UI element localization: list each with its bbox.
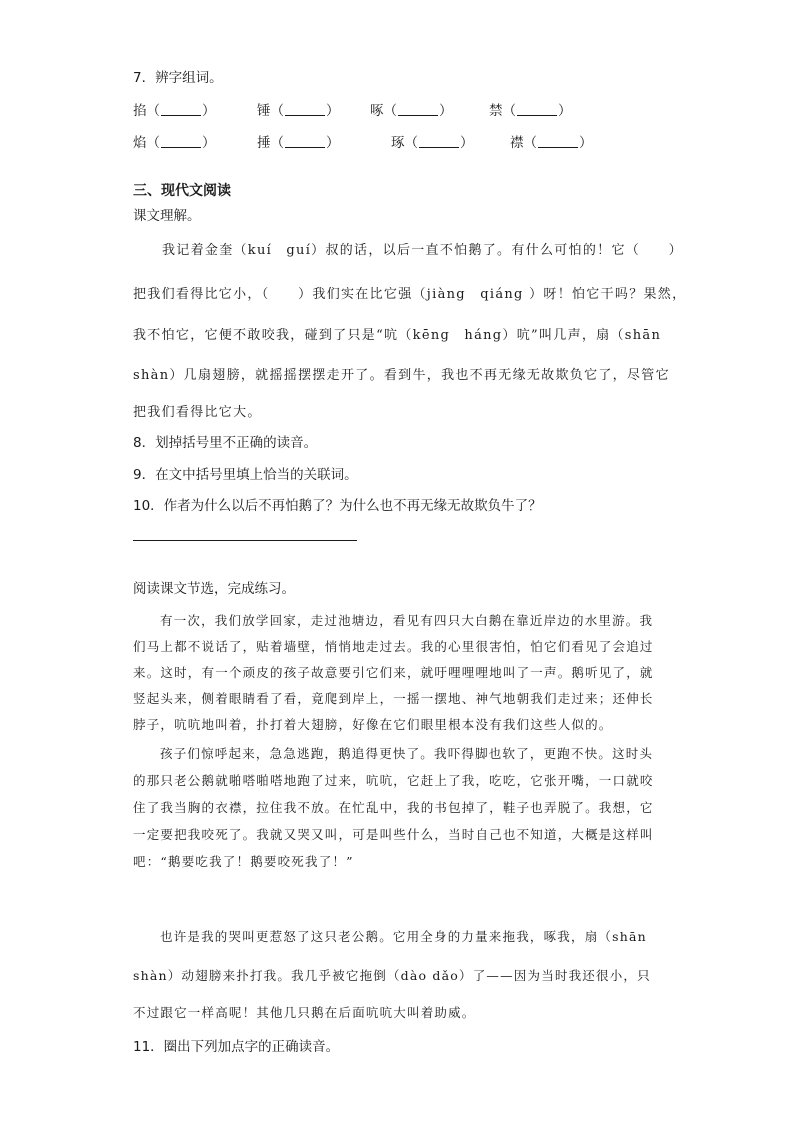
answer-blank[interactable] [538, 134, 578, 148]
para2-line-5: 吧：“鹅要吃我了！鹅要咬死我了！” [133, 854, 354, 869]
q7-char: 捶 [257, 135, 271, 151]
para1-line-5: 脖子，吭吭地叫着，扑打着大翅膀，好像在它们眼里根本没有我们这些人似的。 [133, 717, 613, 732]
para2-line-3: 住了我当胸的衣襟，拉住我不放。在忙乱中，我的书包掉了，鞋子也弄脱了。我想，它 [133, 800, 654, 815]
q7-char: 啄 [370, 103, 384, 119]
section-subheading: 课文理解。 [133, 208, 201, 224]
answer-blank[interactable] [517, 102, 557, 116]
answer-blank[interactable] [419, 134, 459, 148]
q7-pair-3: 啄 （ ） [370, 99, 453, 119]
reading2-title: 阅读课文节选，完成练习。 [133, 581, 295, 597]
passage1-line-5: 把我们看得比它大。 [133, 405, 262, 420]
para1-line-2: 们马上都不说话了，贴着墙壁，悄悄地走过去。我的心里很害怕，怕它们看见了会追过 [133, 639, 654, 654]
para1-line-4: 竖起头来，侧着眼睛看了看，竟爬到岸上，一摇一摆地、神气地朝我们走过来；还伸长 [133, 691, 654, 706]
para3-line-3: 不过跟它一样高呢！其他几只鹅在后面吭吭大叫着助威。 [133, 1005, 476, 1020]
q7-pair-5: 焰 （ ） [133, 131, 216, 151]
q8-text: 8．划掉括号里不正确的读音。 [133, 435, 318, 451]
q10-text: 10．作者为什么以后不再怕鹅了？为什么也不再无缘无故欺负牛了？ [133, 498, 542, 514]
q7-char: 掐 [133, 103, 147, 119]
answer-blank[interactable] [161, 134, 201, 148]
q7-pair-7: 琢 （ ） [391, 131, 474, 151]
para2-line-2: 的那只老公鹅就啪嗒啪嗒地跑了过来，吭吭，它赶上了我，吃吃，它张开嘴，一口就咬 [133, 773, 654, 788]
q7-pair-8: 襟 （ ） [510, 131, 593, 151]
para1-line-3: 来。这时，有一个顽皮的孩子故意要引它们来，就吁哩哩哩地叫了一声。鹅听见了，就 [133, 665, 654, 680]
passage1-line-1: 我记着金奎（kuí guí）叔的话，以后一直不怕鹅了。有什么可怕的！它（ ） [162, 243, 683, 258]
para3-line-2: shàn）动翅膀来扑打我。我几乎被它拖倒（dào dǎo）了——因为当时我还很小，只 [133, 968, 651, 983]
answer-line[interactable] [133, 540, 357, 541]
q9-text: 9．在文中括号里填上恰当的关联词。 [133, 467, 358, 483]
q7-char: 襟 [510, 135, 524, 151]
answer-blank[interactable] [161, 102, 201, 116]
passage1-line-2: 把我们看得比它小，（ ）我们实在比它强（jiàng qiáng ）呀！怕它干吗？果然， [133, 287, 687, 302]
para1-line-1: 有一次，我们放学回家，走过池塘边，看见有四只大白鹅在靠近岸边的水里游。我 [160, 613, 654, 628]
para3-line-1: 也许是我的哭叫更惹怒了这只老公鹅。它用全身的力量来拖我，啄我，扇（shān [160, 929, 647, 944]
q7-char: 焰 [133, 135, 147, 151]
section-heading: 三、现代文阅读 [133, 183, 231, 199]
para2-line-4: 一定要把我咬死了。我就又哭又叫，可是叫些什么，当时自己也不知道，大概是这样叫 [133, 827, 654, 842]
q11-text: 11．圈出下列加点字的正确读音。 [133, 1039, 340, 1055]
answer-blank[interactable] [398, 102, 438, 116]
q7-pair-2: 锤 （ ） [257, 99, 340, 119]
q7-pair-1: 掐 （ ） [133, 99, 216, 119]
passage1-line-3: 我不怕它，它便不敢咬我，碰到了只是“吭（kēng háng）吭”叫几声，扇（shān [133, 328, 662, 343]
answer-blank[interactable] [285, 134, 325, 148]
para2-line-1: 孩子们惊呼起来，急急逃跑，鹅追得更快了。我吓得脚也软了，更跑不快。这时头 [160, 746, 654, 761]
answer-blank[interactable] [285, 102, 325, 116]
q7-char: 琢 [391, 135, 405, 151]
q7-title: 7．辨字组词。 [133, 70, 223, 86]
q7-pair-6: 捶 （ ） [257, 131, 340, 151]
passage1-line-4: shàn）几扇翅膀，就摇摇摆摆走开了。看到牛，我也不再无缘无故欺负它了，尽管它 [133, 368, 670, 383]
q7-pair-4: 禁 （ ） [489, 99, 572, 119]
q7-char: 锤 [257, 103, 271, 119]
q7-char: 禁 [489, 103, 503, 119]
